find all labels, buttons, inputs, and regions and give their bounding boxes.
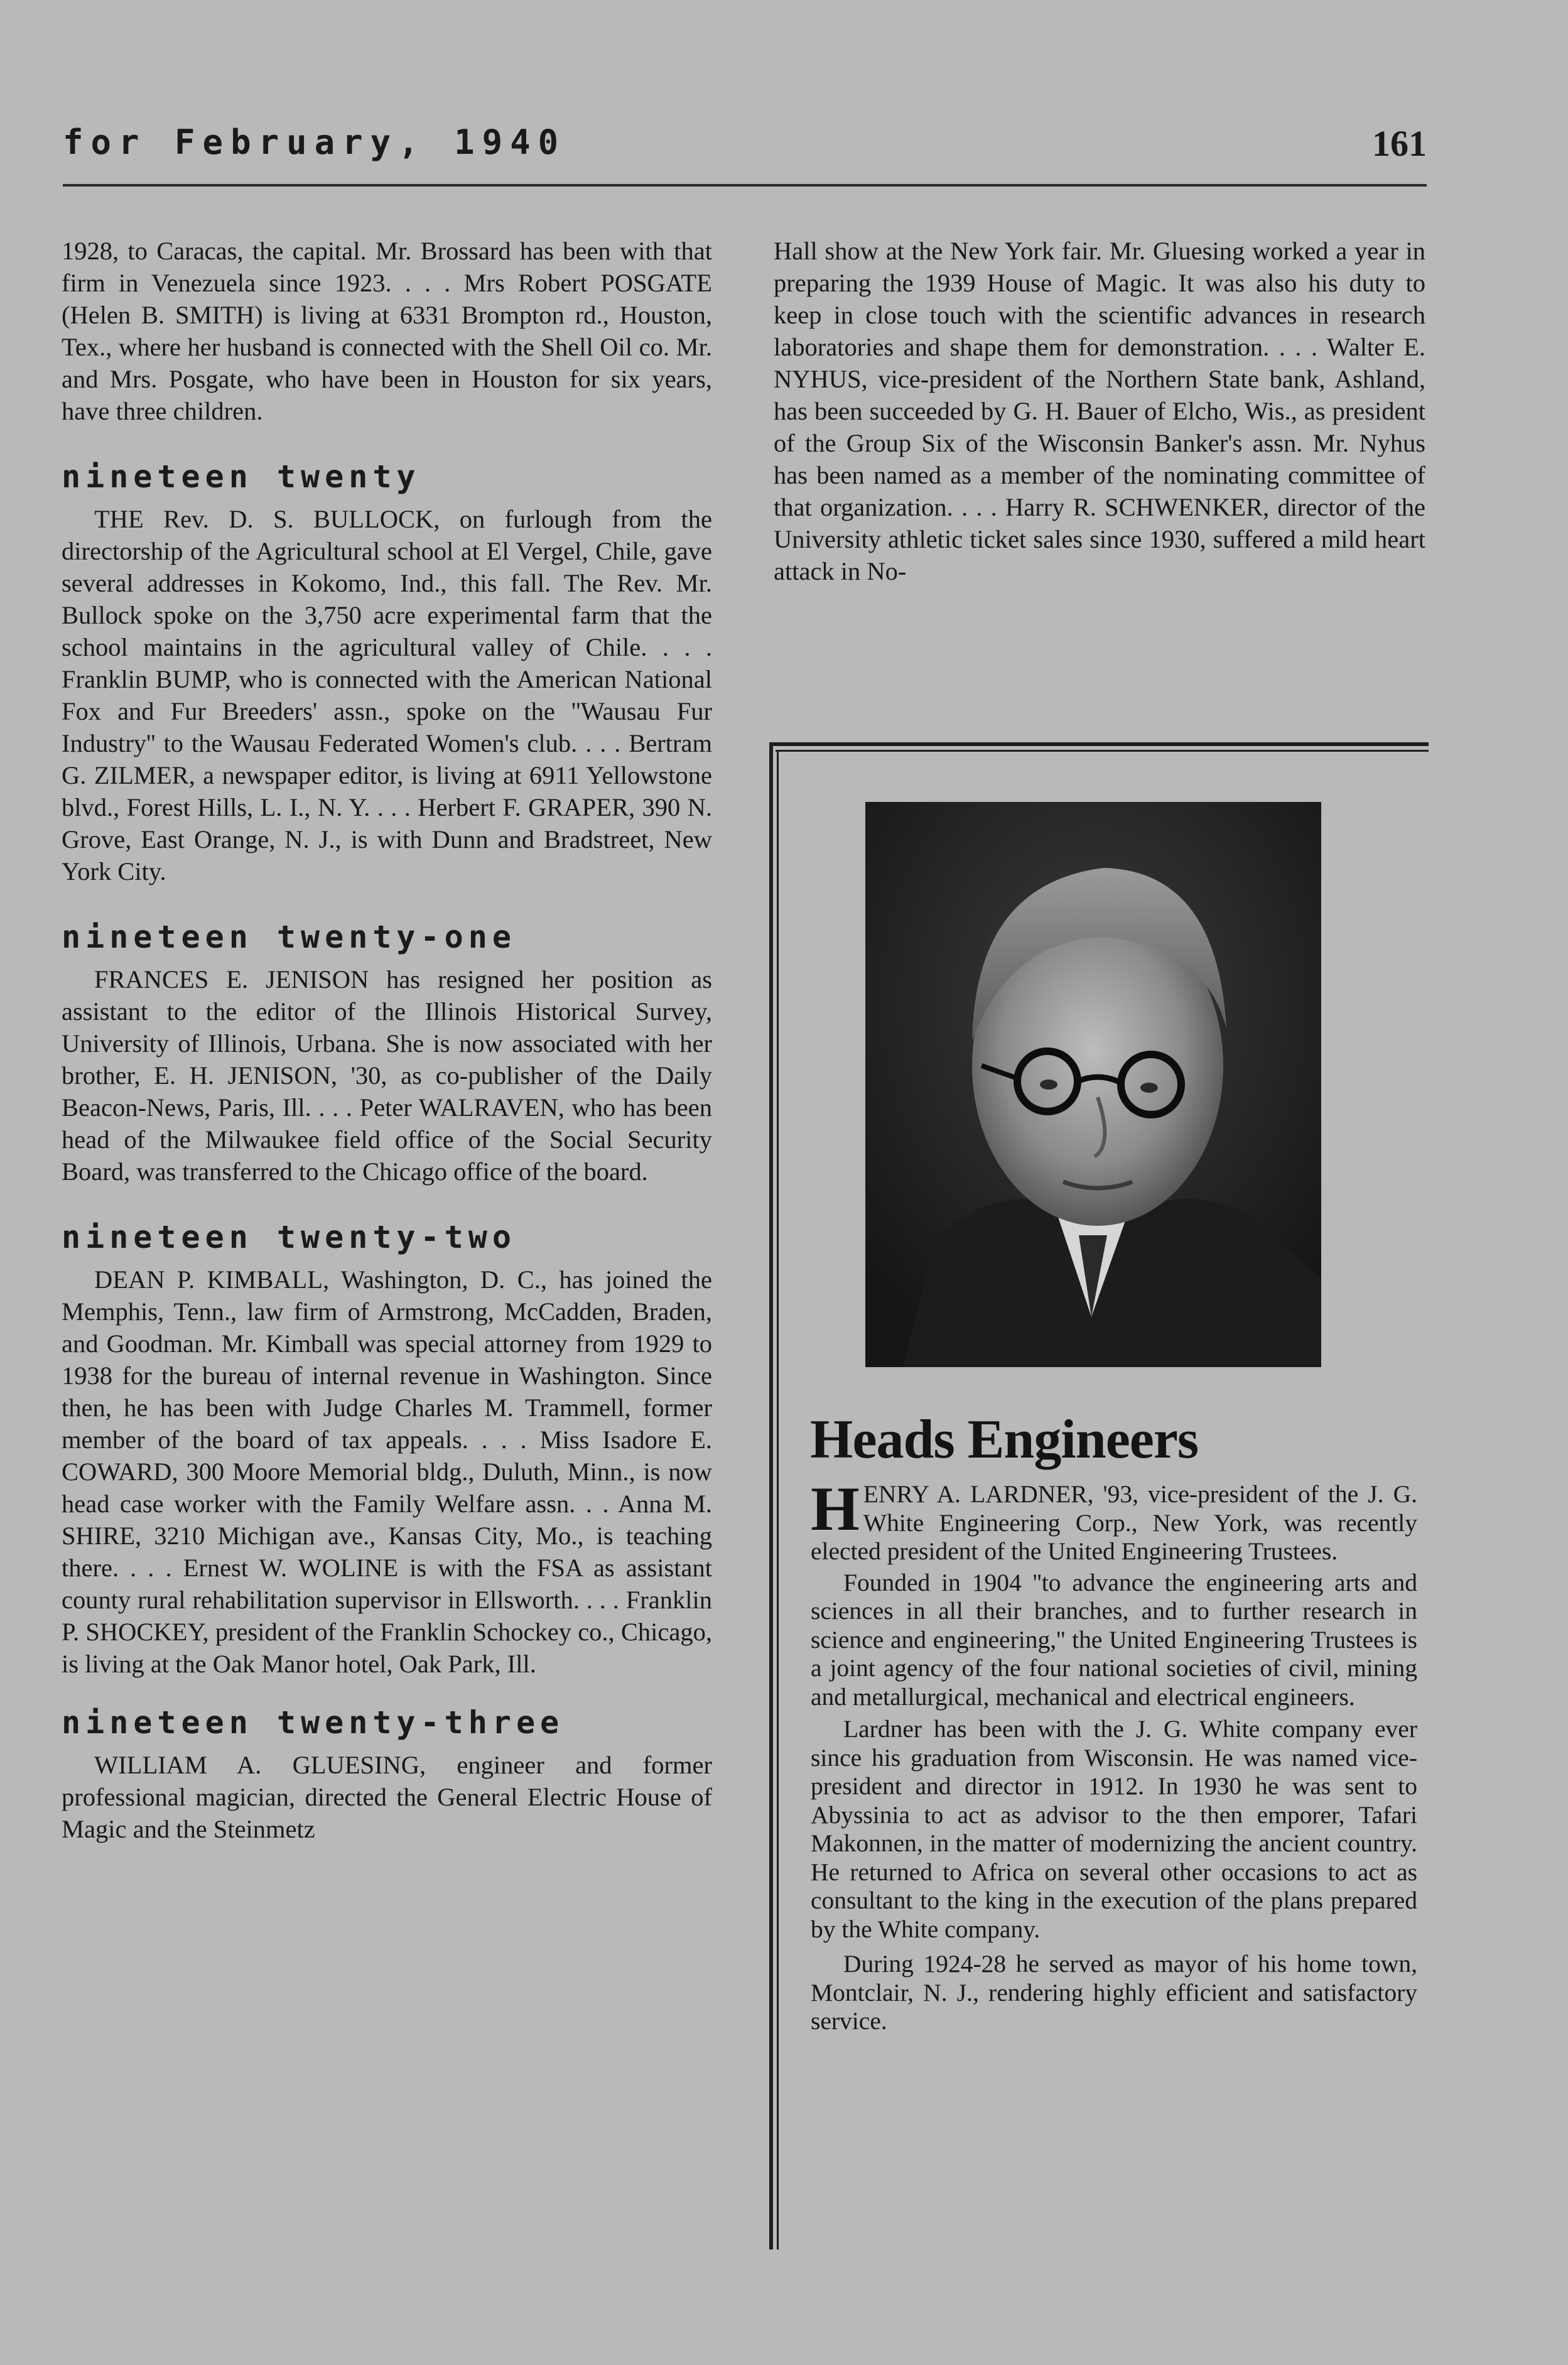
drop-cap: H — [811, 1474, 860, 1544]
right-column — [774, 235, 1425, 587]
continuation-paragraph: Hall show at the New York fair. Mr. Gluesing worked a year in preparing the 1939 House of Magic. It was also his duty to keep in close touch with the scientific advances in research laboratories and shape them for demonstration. . . . Walter E. NYHUS, vice-president of the Northern State bank, Ashland, has been succeeded by G. H. Bauer of Elcho, Wis., as president of the Group Six of the Wisconsin Banker's assn. Mr. Nyhus has been named as a member of the nominating committee of that organization. . . . Harry R. SCHWENKER, director of the University athletic ticket sales since 1930, suffered a mild heart attack in No- — [774, 237, 1425, 585]
class-heading-1920: nineteen twenty — [62, 458, 421, 495]
feature-paragraph-1 — [811, 1474, 1417, 1566]
class-heading-1923: nineteen twenty-three — [62, 1704, 565, 1741]
class-notes-1920: THE Rev. D. S. BULLOCK, on furlough from the directorship of the Agricultural school at El Vergel, Chile, gave several addresses in Kokomo, Ind., this fall. The Rev. Mr. Bullock spoke on the 3,750 acre experimental farm that the school maintains in the agricultural valley of Chile. . . . Franklin BUMP, who is connected with the American National Fox and Fur Breeders' assn., spoke on the ''Wausau Fur Industry'' to the Wausau Federated Women's club. . . . Bertram G. ZILMER, a newspaper editor, is living at 6911 Yellowstone blvd., Forest Hills, L. I., N. Y. . . . Herbert F. GRAPER, 390 N. Grove, East Orange, N. J., is with Dunn and Bradstreet, New York City. — [62, 505, 712, 885]
class-notes-1921: FRANCES E. JENISON has resigned her position as assistant to the editor of the Illinois Historical Survey, University of Illinois, Urbana. She is now associated with her brother, E. H. JENISON, '30, as co-publisher of the Daily Beacon-News, Paris, Ill. . . . Peter WALRAVEN, who has been head of the Milwaukee field office of the Social Security Board, was transferred to the Chicago office of the board. — [62, 965, 712, 1186]
class-heading-1921: nineteen twenty-one — [62, 919, 516, 955]
feature-box — [769, 742, 1429, 2249]
feature-paragraph-2: Founded in 1904 ''to advance the engineering arts and sciences in all their branches, and to further research in science and engineering,'' the United Engineering Trustees is a joint agency of the four national societies of civil, mining and metallurgical, mechanical and electrical engineers. — [811, 1568, 1417, 1711]
feature-paragraph-1-text: ENRY A. LARDNER, '93, vice-president of the J. G. White Engineering Corp., New York, was recently elected president of the United Engineering Trustees. — [811, 1480, 1417, 1565]
feature-paragraph-4: During 1924-28 he served as mayor of his home town, Montclair, N. J., rendering highly efficient and satisfactory service. — [811, 1950, 1417, 2035]
running-title: for February, 1940 — [63, 122, 566, 162]
class-notes-1923: WILLIAM A. GLUESING, engineer and former professional magician, directed the General Electric House of Magic and the Steinmetz — [62, 1751, 712, 1843]
box-rule-top — [769, 742, 1429, 746]
feature-heading: Heads Engineers — [810, 1409, 1199, 1470]
class-heading-1922: nineteen twenty-two — [62, 1219, 516, 1255]
portrait-photo — [865, 802, 1321, 1367]
header-rule — [63, 184, 1427, 187]
running-header — [63, 122, 1427, 185]
page-number: 161 — [1372, 123, 1427, 164]
class-notes-1922: DEAN P. KIMBALL, Washington, D. C., has joined the Memphis, Tenn., law firm of Armstrong, McCadden, Braden, and Goodman. Mr. Kimball was special attorney from 1929 to 1938 for the bureau of internal revenue in Washington. Since then, he has been with Judge Charles M. Trammell, former member of the board of tax appeals. . . . Miss Isadore E. COWARD, 300 Moore Memorial bldg., Duluth, Minn., is now head case worker with the Family Welfare assn. . . Anna M. SHIRE, 3210 Michigan ave., Kansas City, Mo., is teaching there. . . . Ernest W. WOLINE is with the FSA as assistant county rural rehabilitation supervisor in Ellsworth. . . . Franklin P. SHOCKEY, president of the Franklin Schockey co., Chicago, is living at the Oak Manor hotel, Oak Park, Ill. — [62, 1265, 712, 1678]
box-rule-left-inner — [777, 750, 779, 2249]
feature-body — [811, 1474, 1417, 2036]
feature-paragraph-3: Lardner has been with the J. G. White company ever since his graduation from Wisconsin. He was named vice-president and director in 1912. In 1930 he was sent to Abyssinia to act as advisor to the then emporer, Tafari Makonnen, in the matter of modernizing the ancient country. He returned to Africa on several other occasions to act as consultant to the king in the execution of the plans prepared by the White company. — [811, 1715, 1417, 1943]
intro-paragraph: 1928, to Caracas, the capital. Mr. Brossard has been with that firm in Venezuela since 1923. . . . Mrs Robert POSGATE (Helen B. SMITH) is living at 6331 Brompton rd., Houston, Tex., where her husband is connected with the Shell Oil co. Mr. and Mrs. Posgate, who have been in Houston for six years, have three children. — [62, 237, 712, 425]
box-rule-left — [769, 742, 773, 2249]
left-column — [62, 235, 712, 1845]
box-rule-top-inner — [776, 750, 1429, 752]
